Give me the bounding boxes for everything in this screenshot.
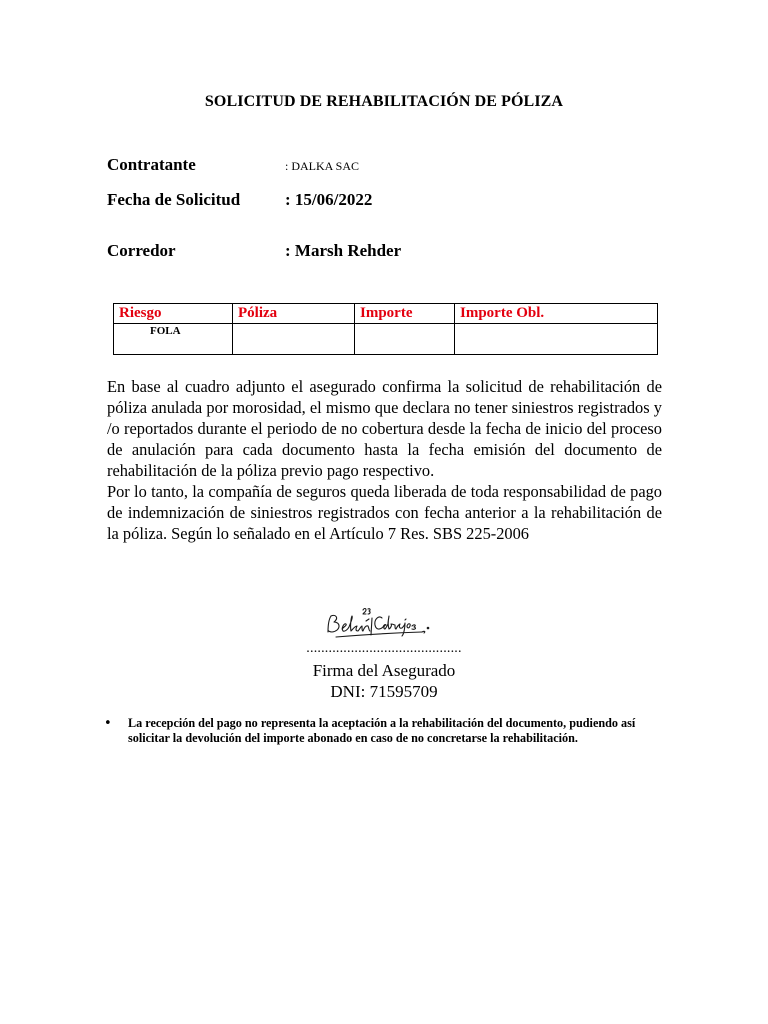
- document-title: SOLICITUD DE REHABILITACIÓN DE PÓLIZA: [204, 93, 564, 110]
- header-importe-obl: Importe Obl.: [455, 304, 658, 324]
- header-riesgo: Riesgo: [114, 304, 233, 324]
- cell-importe: [355, 324, 455, 355]
- corredor-label: Corredor: [107, 241, 176, 260]
- policy-table: [113, 303, 658, 355]
- bullet-icon: •: [104, 716, 112, 731]
- cell-importe-obl: [455, 324, 658, 355]
- handwritten-signature: [322, 604, 434, 644]
- fecha-solicitud-value: : 15/06/2022: [285, 190, 373, 209]
- header-poliza: Póliza: [233, 304, 355, 324]
- signature-dni: DNI: 71595709: [330, 682, 438, 701]
- corredor-value: : Marsh Rehder: [285, 241, 402, 260]
- cell-riesgo: FOLA: [114, 324, 233, 355]
- table-header-row: [114, 304, 658, 324]
- header-importe: Importe: [355, 304, 455, 324]
- cell-poliza: [233, 324, 355, 355]
- body-paragraph-2: Por lo tanto, la compañía de seguros queda liberada de toda responsabilidad de pago de indemnización de siniestros registrados con fecha anterior a la rehabilitación de la póliza. Según lo señalado en el Artículo 7 Res. SBS 225-2006: [107, 482, 662, 543]
- body-text: [107, 376, 662, 544]
- footnote-text: La recepción del pago no representa la aceptación a la rehabilitación del documento, pudiendo así solicitar la devolución del importe abonado en caso de no concretarse la rehabilitación.: [128, 716, 636, 745]
- contratante-label: Contratante: [107, 155, 196, 174]
- fecha-solicitud-label: Fecha de Solicitud: [107, 190, 241, 209]
- contratante-value: : DALKA SAC: [285, 159, 360, 173]
- signature-line: ..........................................: [306, 641, 462, 656]
- body-paragraph-1: En base al cuadro adjunto el asegurado confirma la solicitud de rehabilitación de póliza anulada por morosidad, el mismo que declara no tener siniestros registrados y /o reportados durante el periodo de no cobertura desde la fecha de inicio del proceso de anulación para cada documento hasta la fecha emisión del documento de rehabilitación de la póliza previo pago respectivo.: [107, 377, 662, 480]
- signature-label: Firma del Asegurado: [312, 661, 456, 680]
- table-row: [114, 324, 658, 355]
